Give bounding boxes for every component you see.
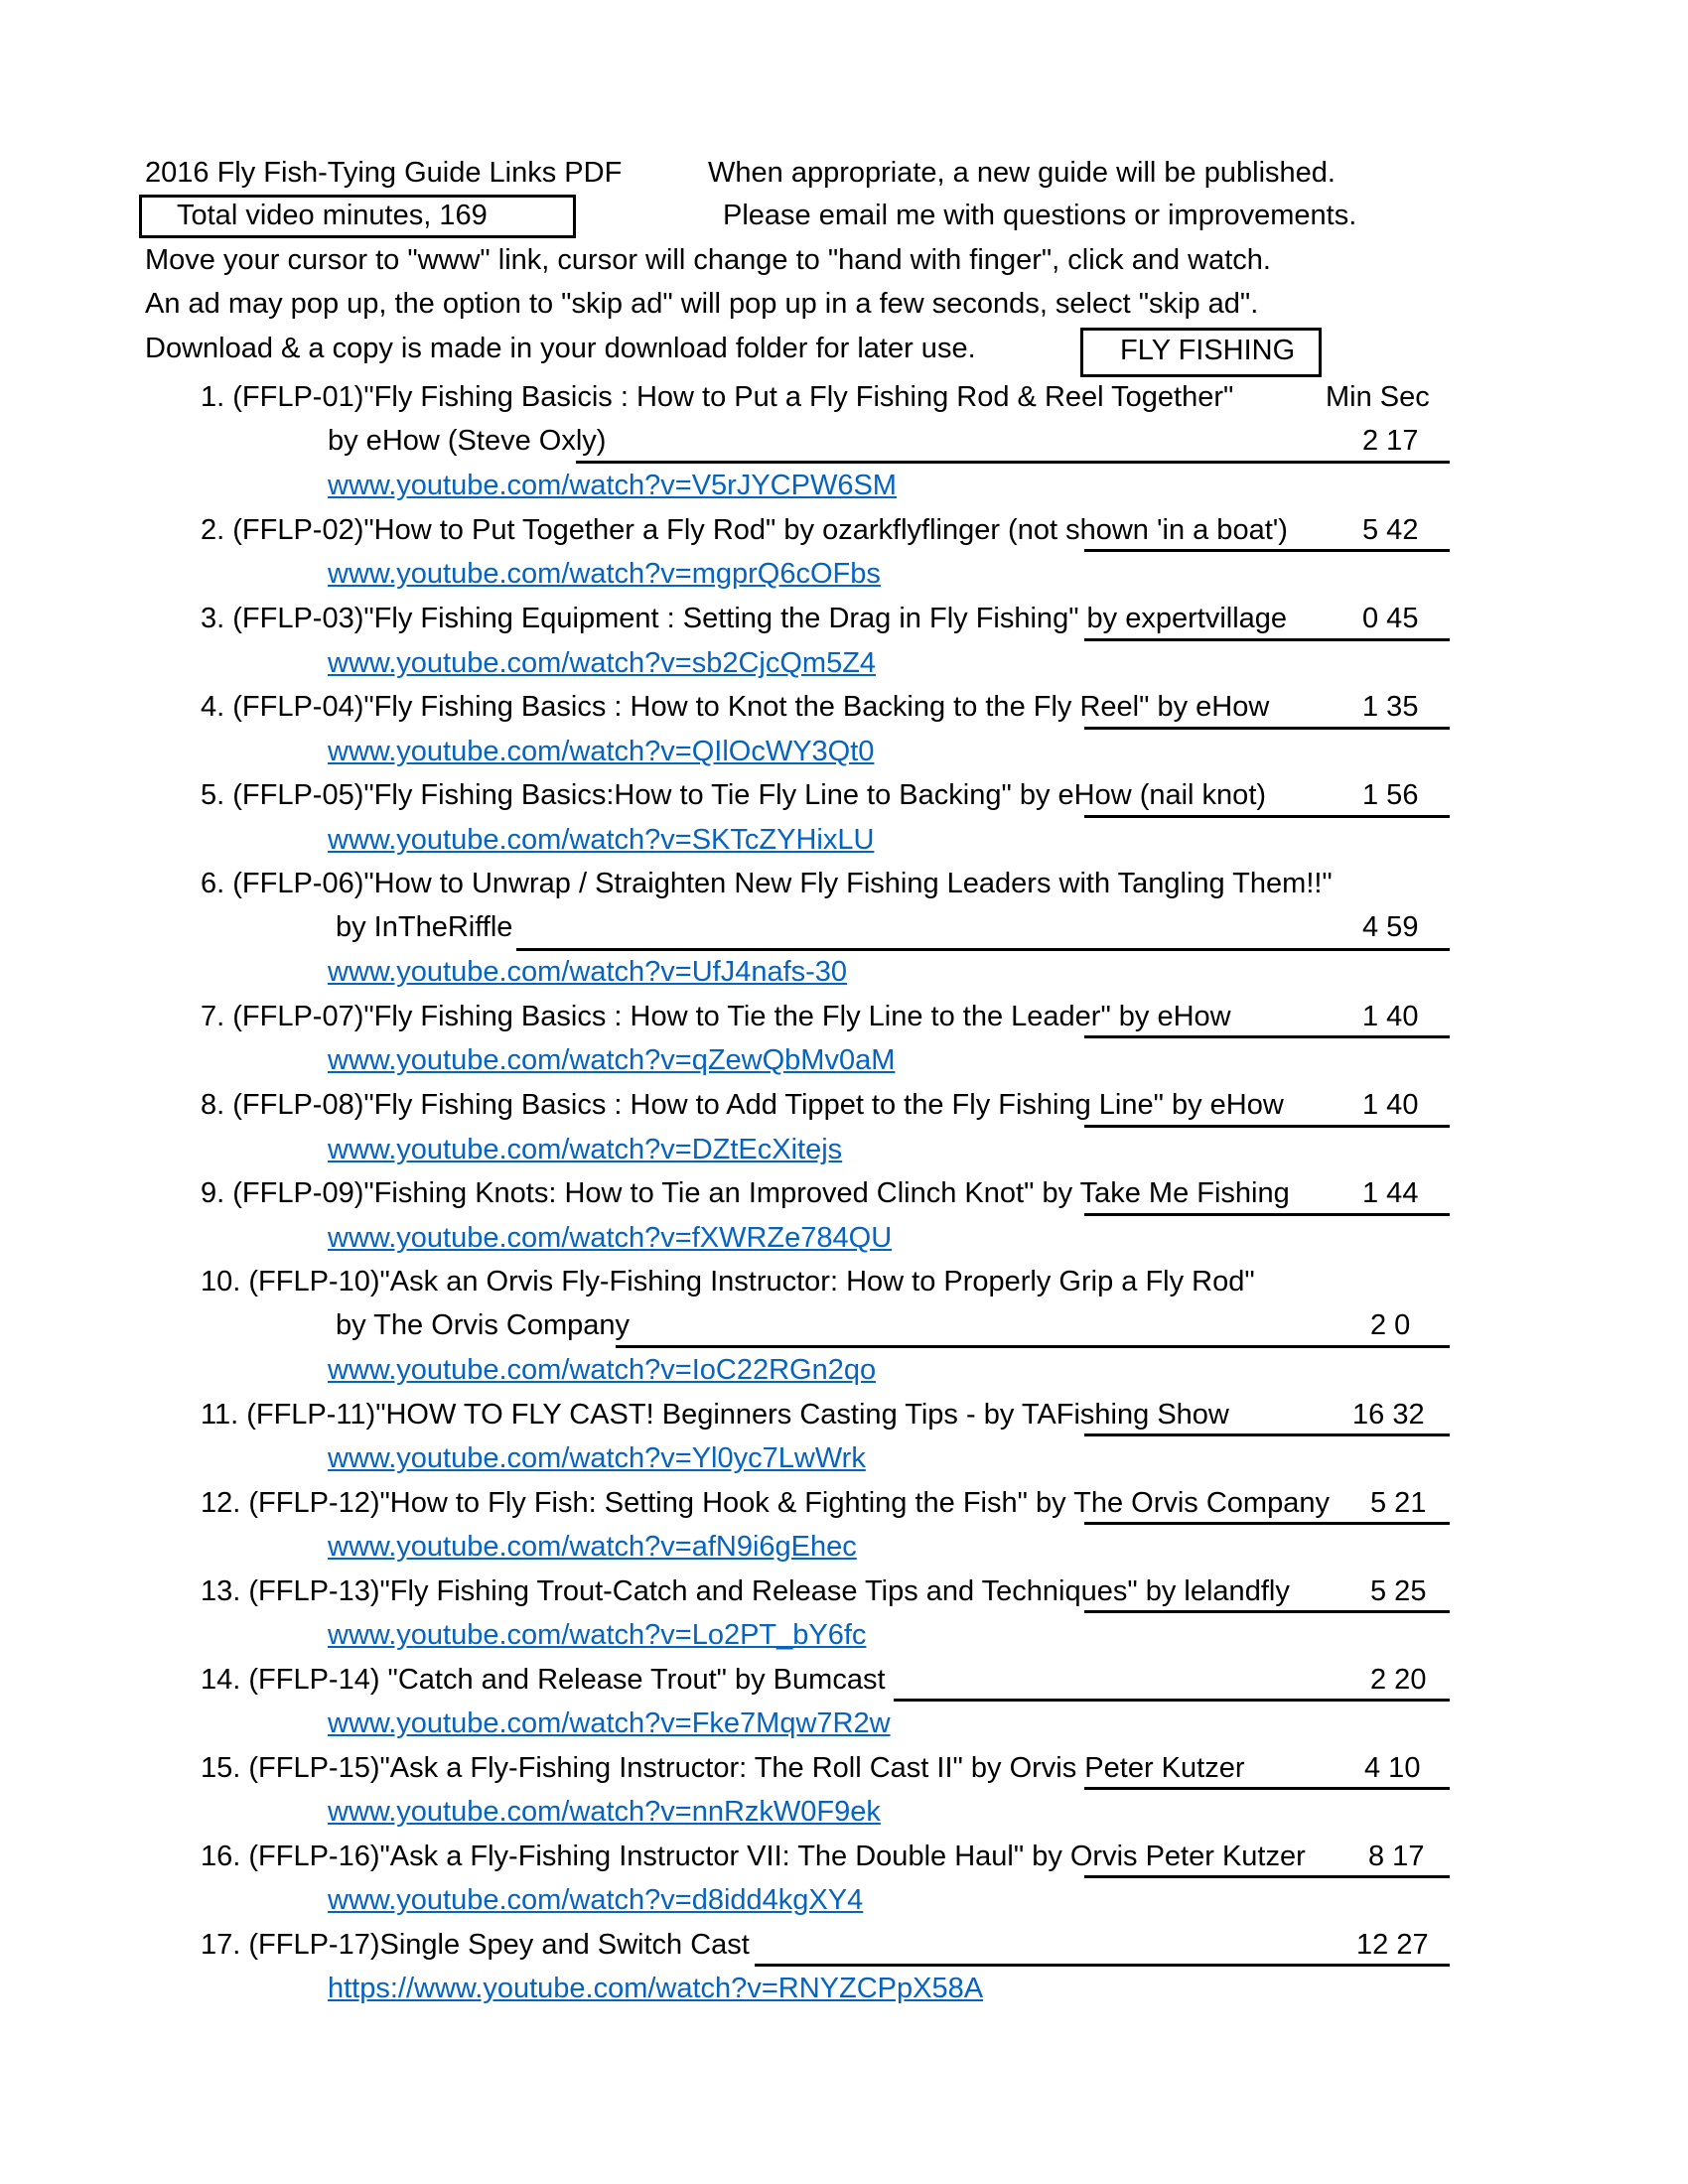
entry-13-title: 13. (FFLP-13)"Fly Fishing Trout-Catch and Release Tips and Techniques" by lelandfly: [201, 1575, 1290, 1607]
entry-8-divider: [1084, 1125, 1450, 1128]
entry-11-title: 11. (FFLP-11)"HOW TO FLY CAST! Beginners Casting Tips - by TAFishing Show: [201, 1399, 1229, 1431]
entry-14-divider: [894, 1699, 1450, 1702]
entry-1-title: 1. (FFLP-01)"Fly Fishing Basicis : How to Put a Fly Fishing Rod & Reel Together": [201, 381, 1234, 413]
instruction-line-2: An ad may pop up, the option to "skip ad" will pop up in a few seconds, select "skip ad".: [145, 288, 1259, 320]
entry-17-title: 17. (FFLP-17)Single Spey and Switch Cast: [201, 1929, 750, 1961]
entry-5-title: 5. (FFLP-05)"Fly Fishing Basics:How to Tie Fly Line to Backing" by eHow (nail knot): [201, 779, 1267, 811]
entry-6-title: 6. (FFLP-06)"How to Unwrap / Straighten New Fly Fishing Leaders with Tangling Them!!": [201, 868, 1333, 899]
entry-9-time: 1 44: [1362, 1177, 1419, 1209]
entry-17-divider: [755, 1964, 1450, 1967]
entry-15-link[interactable]: www.youtube.com/watch?v=nnRzkW0F9ek: [328, 1796, 881, 1828]
entry-4-link[interactable]: www.youtube.com/watch?v=QIlOcWY3Qt0: [328, 736, 875, 767]
entry-10-title: 10. (FFLP-10)"Ask an Orvis Fly-Fishing Instructor: How to Properly Grip a Fly Rod": [201, 1266, 1255, 1297]
entry-3-divider: [1084, 638, 1450, 641]
entry-9-link[interactable]: www.youtube.com/watch?v=fXWRZe784QU: [328, 1222, 893, 1254]
entry-12-time: 5 21: [1370, 1487, 1427, 1519]
entry-5-divider: [1084, 815, 1450, 818]
entry-4-title: 4. (FFLP-04)"Fly Fishing Basics : How to Knot the Backing to the Fly Reel" by eHow: [201, 691, 1270, 723]
entry-9-divider: [1084, 1213, 1450, 1216]
entry-16-divider: [1084, 1875, 1450, 1878]
email-note: Please email me with questions or improvements.: [723, 200, 1357, 231]
entry-2-link[interactable]: www.youtube.com/watch?v=mgprQ6cOFbs: [328, 558, 881, 590]
entry-6-author: by InTheRiffle: [336, 911, 513, 943]
entry-7-divider: [1084, 1035, 1450, 1038]
entry-1-divider: [576, 461, 1450, 464]
instruction-line-1: Move your cursor to "www" link, cursor will change to "hand with finger", click and watch.: [145, 244, 1271, 276]
entry-6-divider: [516, 948, 1450, 951]
entry-8-title: 8. (FFLP-08)"Fly Fishing Basics : How to Add Tippet to the Fly Fishing Line" by eHow: [201, 1089, 1284, 1121]
entry-6-time: 4 59: [1362, 911, 1419, 943]
entry-15-time: 4 10: [1364, 1752, 1421, 1784]
entry-11-time: 16 32: [1352, 1399, 1425, 1431]
entry-3-link[interactable]: www.youtube.com/watch?v=sb2CjcQm5Z4: [328, 647, 877, 679]
entry-5-link[interactable]: www.youtube.com/watch?v=SKTcZYHixLU: [328, 824, 875, 856]
entry-6-link[interactable]: www.youtube.com/watch?v=UfJ4nafs-30: [328, 956, 848, 988]
entry-2-title: 2. (FFLP-02)"How to Put Together a Fly Rod" by ozarkflyflinger (not shown 'in a boat'): [201, 514, 1288, 546]
entry-14-link[interactable]: www.youtube.com/watch?v=Fke7Mqw7R2w: [328, 1707, 891, 1739]
entry-12-title: 12. (FFLP-12)"How to Fly Fish: Setting Hook & Fighting the Fish" by The Orvis Company: [201, 1487, 1330, 1519]
entry-16-link[interactable]: www.youtube.com/watch?v=d8idd4kgXY4: [328, 1884, 864, 1916]
entry-7-title: 7. (FFLP-07)"Fly Fishing Basics : How to Tie the Fly Line to the Leader" by eHow: [201, 1001, 1231, 1032]
entry-3-time: 0 45: [1362, 603, 1419, 634]
entry-13-divider: [1084, 1610, 1450, 1613]
entry-2-divider: [1084, 549, 1450, 552]
entry-15-divider: [1084, 1787, 1450, 1790]
entry-8-time: 1 40: [1362, 1089, 1419, 1121]
entry-4-time: 1 35: [1362, 691, 1419, 723]
column-header-min-sec: Min Sec: [1326, 381, 1430, 413]
entry-5-time: 1 56: [1362, 779, 1419, 811]
entry-14-title: 14. (FFLP-14) "Catch and Release Trout" by Bumcast: [201, 1664, 886, 1696]
entry-13-time: 5 25: [1370, 1575, 1427, 1607]
entry-3-title: 3. (FFLP-03)"Fly Fishing Equipment : Setting the Drag in Fly Fishing" by expertvillage: [201, 603, 1288, 634]
entry-13-link[interactable]: www.youtube.com/watch?v=Lo2PT_bY6fc: [328, 1619, 867, 1651]
entry-15-title: 15. (FFLP-15)"Ask a Fly-Fishing Instructor: The Roll Cast II" by Orvis Peter Kutzer: [201, 1752, 1245, 1784]
entry-16-time: 8 17: [1368, 1841, 1425, 1872]
entry-12-link[interactable]: www.youtube.com/watch?v=afN9i6gEhec: [328, 1531, 857, 1563]
published-note: When appropriate, a new guide will be published.: [708, 157, 1336, 189]
entry-8-link[interactable]: www.youtube.com/watch?v=DZtEcXitejs: [328, 1134, 843, 1165]
section-label: FLY FISHING: [1120, 335, 1296, 366]
entry-10-link[interactable]: www.youtube.com/watch?v=IoC22RGn2qo: [328, 1354, 877, 1386]
instruction-line-3: Download & a copy is made in your download folder for later use.: [145, 333, 976, 364]
entry-11-divider: [1084, 1433, 1450, 1436]
entry-7-time: 1 40: [1362, 1001, 1419, 1032]
entry-2-time: 5 42: [1362, 514, 1419, 546]
entry-1-time: 2 17: [1362, 425, 1419, 457]
entry-9-title: 9. (FFLP-09)"Fishing Knots: How to Tie an Improved Clinch Knot" by Take Me Fishing: [201, 1177, 1290, 1209]
entry-7-link[interactable]: www.youtube.com/watch?v=qZewQbMv0aM: [328, 1044, 896, 1076]
document-title: 2016 Fly Fish-Tying Guide Links PDF: [145, 157, 623, 189]
entry-17-time: 12 27: [1356, 1929, 1429, 1961]
entry-12-divider: [1084, 1522, 1450, 1525]
entry-1-link[interactable]: www.youtube.com/watch?v=V5rJYCPW6SM: [328, 470, 897, 501]
entry-1-author: by eHow (Steve Oxly): [328, 425, 607, 457]
entry-10-author: by The Orvis Company: [336, 1309, 631, 1341]
entry-16-title: 16. (FFLP-16)"Ask a Fly-Fishing Instructor VII: The Double Haul" by Orvis Peter Kutzer: [201, 1841, 1306, 1872]
entry-4-divider: [1084, 727, 1450, 730]
entry-10-time: 2 0: [1370, 1309, 1411, 1341]
entry-10-divider: [616, 1345, 1450, 1348]
entry-11-link[interactable]: www.youtube.com/watch?v=Yl0yc7LwWrk: [328, 1442, 866, 1474]
entry-14-time: 2 20: [1370, 1664, 1427, 1696]
entry-17-link[interactable]: https://www.youtube.com/watch?v=RNYZCPpX58A: [328, 1973, 984, 2004]
total-minutes-label: Total video minutes, 169: [177, 200, 488, 231]
